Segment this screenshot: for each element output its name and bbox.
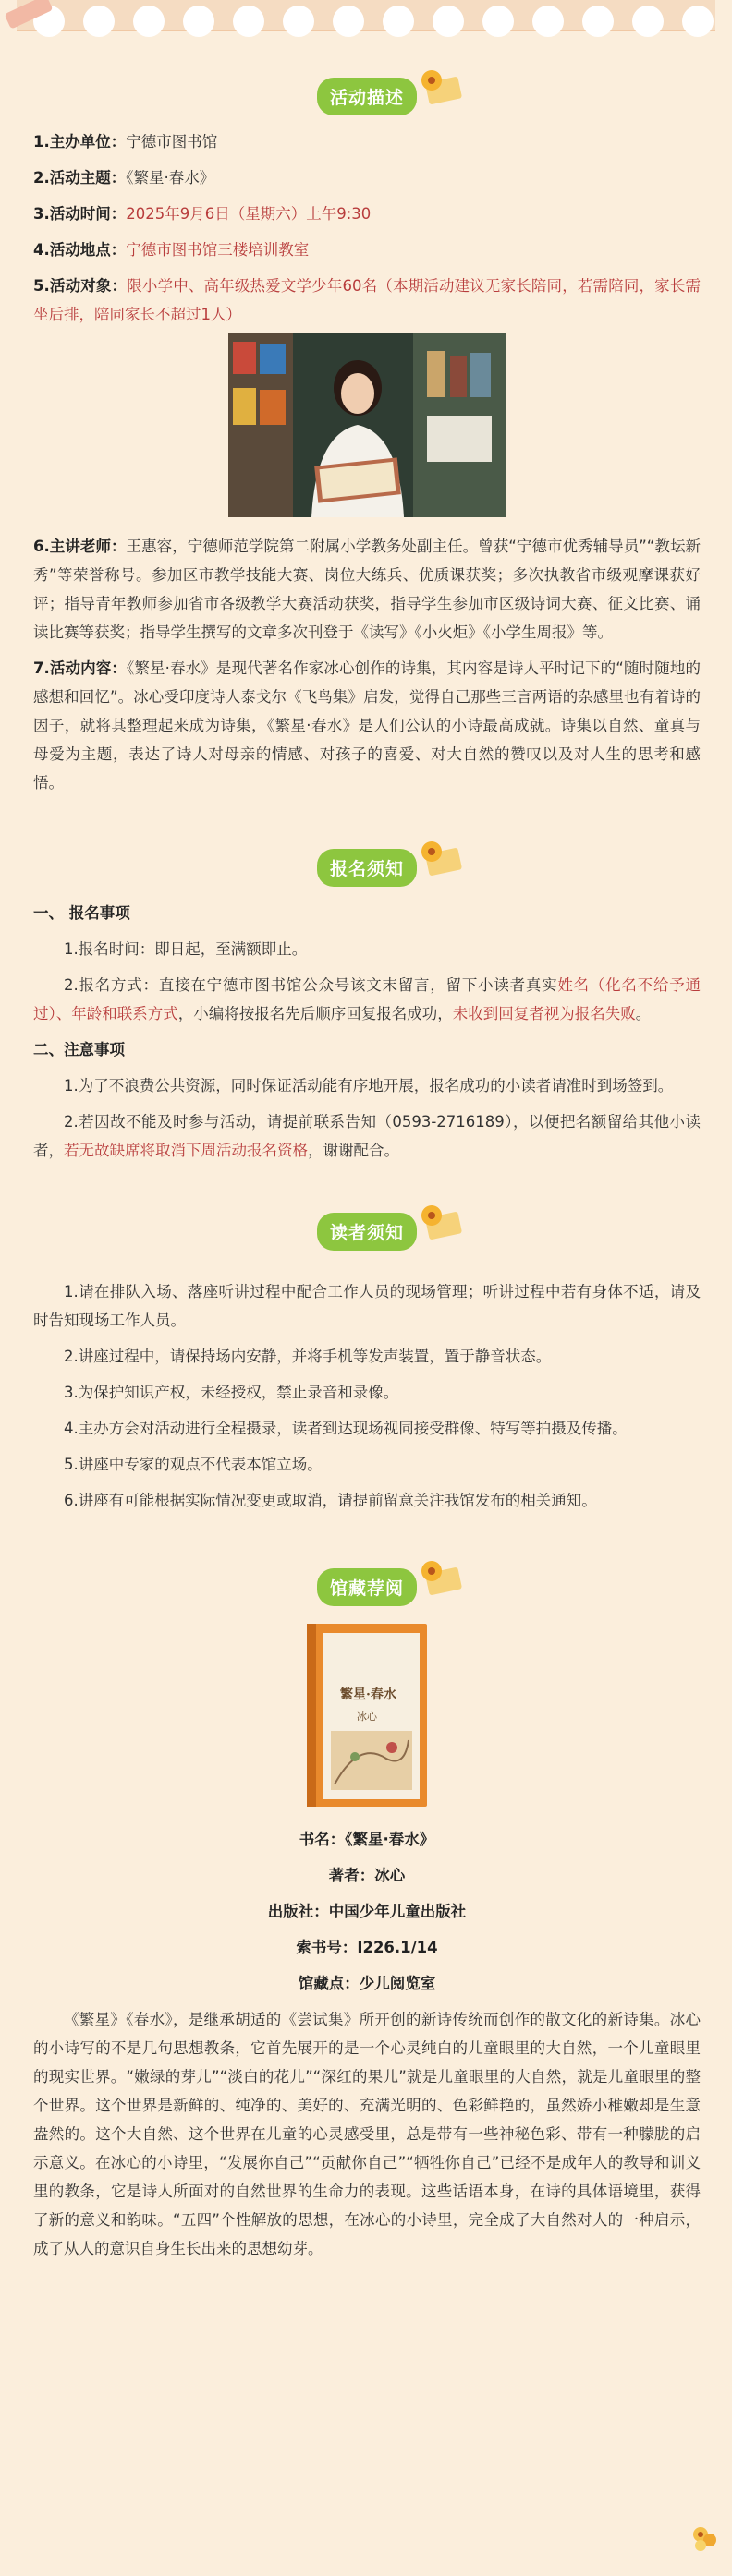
book-description: 《繁星》《春水》，是继承胡适的《尝试集》所开创的新诗传统而创作的散文化的新诗集。冰心的小诗写的不是几句思想教条，它首先展开的是一个心灵纯白的儿童眼里的大自然，一个儿童眼里的现实世界。“嫩绿的芽儿”“淡白的花儿”“深红的果儿”就是儿童眼里的大自然，就是儿童眼里的整个世界。这个世界是新鲜的、纯净的、美好的、充满光明的、色彩鲜艳的，虽然娇小稚嫩却是生意盎然的。这个大自然、这个世界在儿童的心灵感受里，总是带有一些神秘色彩、带有一种朦胧的启示意义。在冰心的小诗里，“发展你自己”“贡献你自己”“牺牲你自己”已经不是成年人的教导和训义里的教条，它是诗人所面对的自然世界的生命力的表现。这些话语本身，在诗的具体语境里，获得了新的意义和韵味。“五四”个性解放的思想，在冰心的小诗里，完全成了大自然对人的一种启示，成了从人的意识自身生长出来的思想幼芽。 [33, 2011, 701, 2257]
notice-section-title: 二、注意事项 [33, 1041, 125, 1058]
recommend-heading-label: 馆藏荐阅 [317, 1568, 417, 1606]
book-author: 著者：冰心 [328, 1867, 406, 1884]
section-heading-activity [33, 55, 701, 120]
reader-rule-4: 4.主办方会对活动进行全程摄录，读者到达现场视同接受群像、特写等拍摄及传播。 [64, 1420, 628, 1437]
activity-organizer: 1.主办单位：宁德市图书馆 [33, 133, 218, 151]
notice-item-1: 1.为了不浪费公共资源，同时保证活动能有序地开展，报名成功的小读者请准时到场签到。 [64, 1077, 674, 1094]
reader-rule-2: 2.讲座过程中，请保持场内安静，并将手机等发声装置，置于静音状态。 [64, 1348, 552, 1365]
section-heading-recommend [33, 1546, 701, 1611]
activity-teacher: 6.主讲老师：王惠容，宁德师范学院第二附属小学教务处副主任。曾获“宁德市优秀辅导员”“教坛新秀”等荣誉称号。参加区市教学技能大赛、岗位大练兵、优质课获奖；多次执教省市级观摩课获好评；指导青年教师参加省市各级教学大赛活动获奖，指导学生参加市区级诗词大赛、征文比赛、诵读比赛等获奖；指导学生撰写的文章多次刊登于《读写》《小火炬》《小学生周报》等。 [33, 538, 701, 641]
book-location: 馆藏点：少儿阅览室 [298, 1975, 436, 1992]
reader-heading-label: 读者须知 [317, 1213, 417, 1251]
reader-rule-5: 5.讲座中专家的观点不代表本馆立场。 [64, 1456, 323, 1473]
book-title: 书名：《繁星·春水》 [299, 1831, 435, 1848]
notice-item-2: 2.若因故不能及时参与活动，请提前联系告知（0593-2716189），以便把名额留给其他小读者，若无故缺席将取消下周活动报名资格，谢谢配合。 [33, 1113, 701, 1159]
signup-section-title: 一、 报名事项 [33, 904, 130, 922]
book-call-number: 索书号：I226.1/14 [296, 1939, 438, 1956]
activity-time: 3.活动时间：2025年9月6日（星期六）上午9:30 [33, 205, 372, 223]
reader-rule-1: 1.请在排队入场、落座听讲过程中配合工作人员的现场管理；听讲过程中若有身体不适，请及时告知现场工作人员。 [33, 1283, 701, 1329]
sunflower-envelope-icon [421, 70, 464, 102]
decorative-top-border [17, 0, 715, 31]
section-heading-signup [33, 827, 701, 891]
sunflower-envelope-icon [421, 1561, 464, 1592]
signup-heading-label: 报名须知 [317, 849, 417, 887]
activity-location: 4.活动地点：宁德市图书馆三楼培训教室 [33, 241, 310, 259]
speaker-photo [228, 333, 506, 517]
section-heading-reader [33, 1191, 701, 1255]
signup-time: 1.报名时间：即日起，至满额即止。 [64, 940, 308, 958]
book-cover-author: 冰心 [357, 1711, 377, 1723]
activity-theme: 2.活动主题：《繁星·春水》 [33, 169, 215, 187]
sunflower-envelope-icon [421, 841, 464, 873]
activity-heading-label: 活动描述 [317, 78, 417, 115]
signup-method: 2.报名方式：直接在宁德市图书馆公众号该文末留言，留下小读者真实姓名（化名不给予通过）、年龄和联系方式，小编将按报名先后顺序回复报名成功，未收到回复者视为报名失败。 [33, 976, 701, 1022]
book-publisher: 出版社：中国少年儿童出版社 [267, 1903, 467, 1920]
flower-decoration-icon [688, 2522, 721, 2555]
reader-rule-6: 6.讲座有可能根据实际情况变更或取消，请提前留意关注我馆发布的相关通知。 [64, 1492, 597, 1509]
reader-rule-3: 3.为保护知识产权，未经授权，禁止录音和录像。 [64, 1384, 399, 1401]
book-cover-title: 繁星·春水 [340, 1687, 396, 1702]
activity-audience: 5.活动对象：限小学中、高年级热爱文学少年60名（本期活动建议无家长陪同，若需陪同，家长需坐后排，陪同家长不超过1人） [33, 277, 702, 323]
sunflower-envelope-icon [421, 1205, 464, 1237]
book-cover [303, 1620, 431, 1810]
activity-content: 7.活动内容：《繁星·春水》是现代著名作家冰心创作的诗集，其内容是诗人平时记下的“随时随地的感想和回忆”。冰心受印度诗人泰戈尔《飞鸟集》启发，觉得自己那些三言两语的杂感里也有着诗的因子，就将其整理起来成为诗集，《繁星·春水》是人们公认的小诗最高成就。诗集以自然、童真与母爱为主题，表达了诗人对母亲的情感、对孩子的喜爱、对大自然的赞叹以及对人生的思考和感悟。 [33, 659, 701, 792]
